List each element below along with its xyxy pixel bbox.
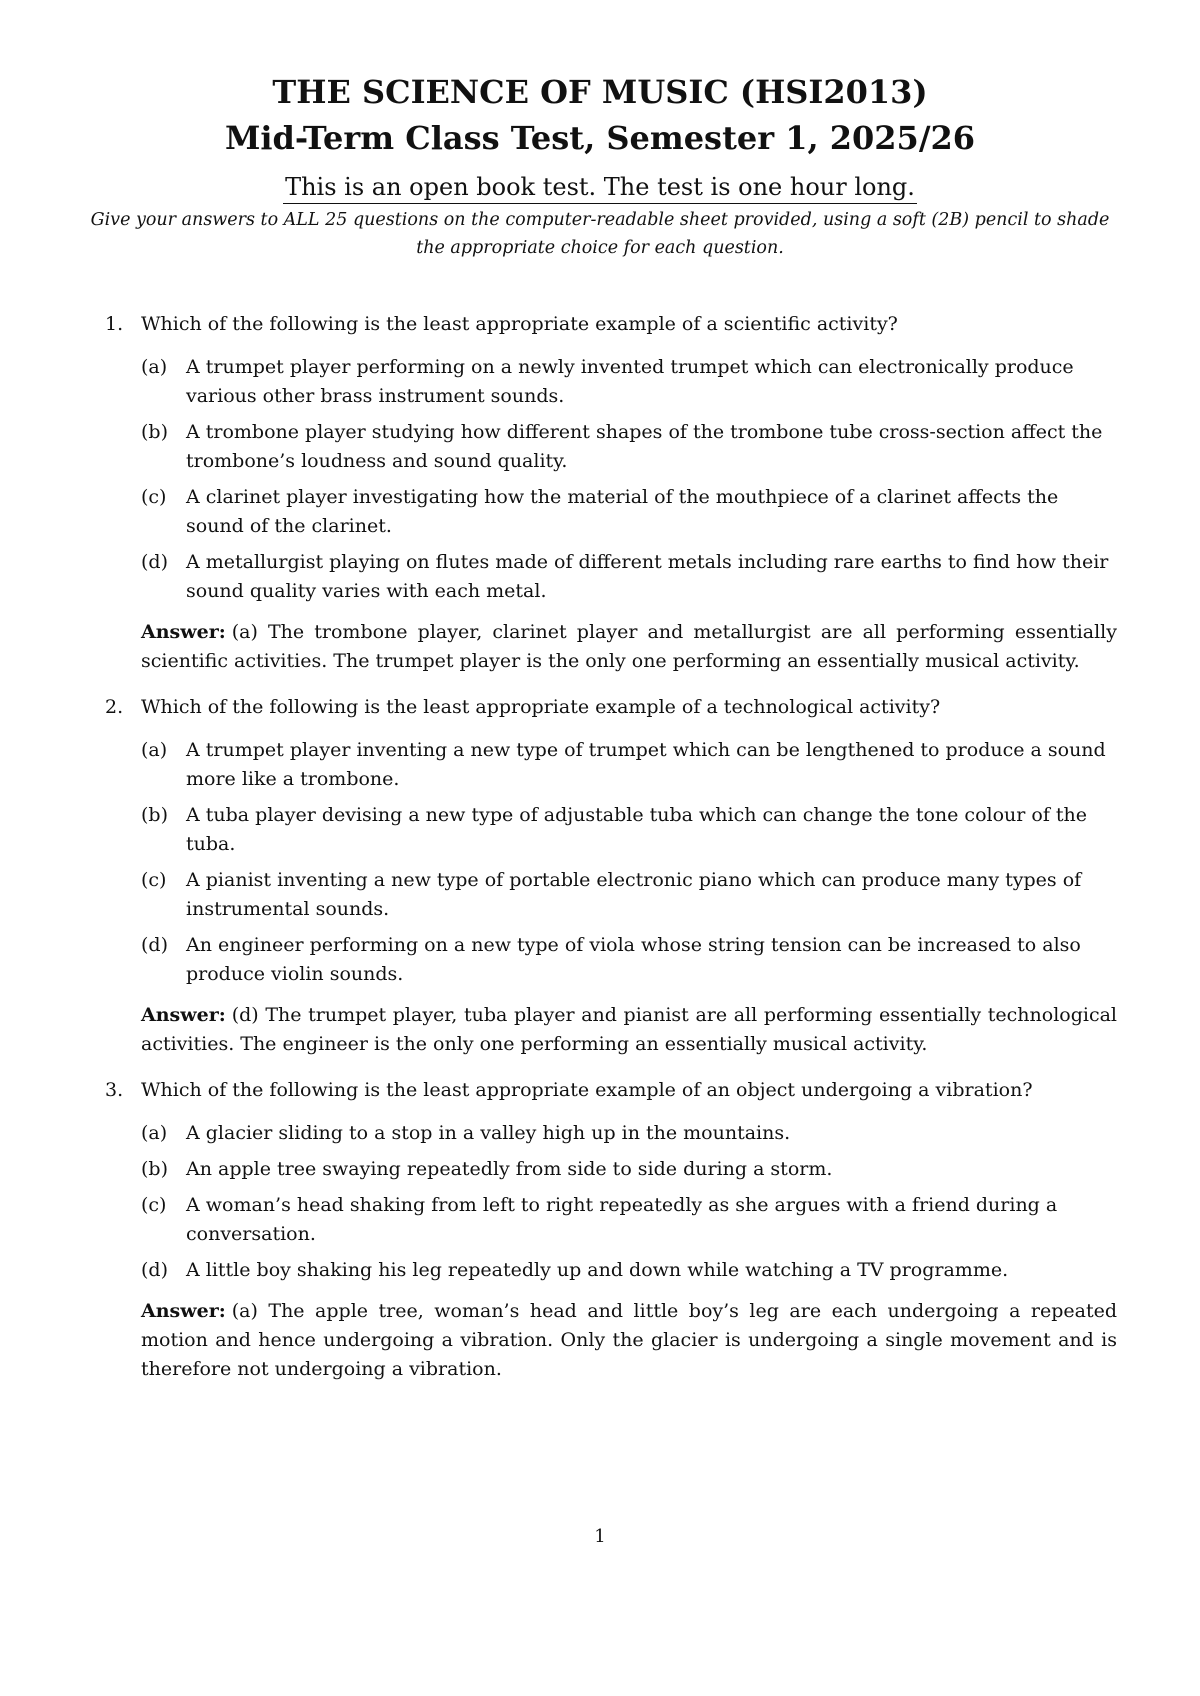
option-label: (a)	[141, 356, 168, 378]
question-number: 1.	[105, 313, 124, 335]
option-text: A pianist inventing a new type of portable electronic piano which can produce many types of instrumental sounds.	[186, 869, 1082, 920]
option-label: (d)	[141, 551, 168, 573]
option-label: (c)	[141, 486, 167, 508]
question-item	[105, 310, 1117, 676]
answer-text: (a) The apple tree, woman’s head and little boy’s leg are each undergoing a repeated motion and hence undergoing a vibration. Only the glacier is undergoing a single movement and is therefore not undergoing a vibration.	[141, 1300, 1117, 1380]
option-text: An apple tree swaying repeatedly from side to side during a storm.	[186, 1158, 833, 1180]
document-subtitle: Mid-Term Class Test, Semester 1, 2025/26	[224, 119, 976, 157]
answer-option	[141, 1256, 1117, 1285]
option-text: A glacier sliding to a stop in a valley high up in the mountains.	[186, 1122, 791, 1144]
answer-option	[141, 353, 1117, 411]
answer-option	[141, 418, 1117, 476]
answer-option	[141, 1155, 1117, 1184]
option-text: A trumpet player inventing a new type of trumpet which can be lengthened to produce a sound more like a trombone.	[186, 739, 1106, 790]
option-text: A woman’s head shaking from left to right repeatedly as she argues with a friend during a conversation.	[186, 1194, 1058, 1245]
question-list	[105, 310, 1117, 1401]
option-label: (b)	[141, 804, 168, 826]
intro-text: This is an open book test. The test is one hour long.	[283, 172, 917, 204]
option-list	[141, 353, 1117, 606]
option-label: (a)	[141, 1122, 168, 1144]
intro-line	[0, 172, 1200, 204]
option-label: (b)	[141, 421, 168, 443]
option-label: (d)	[141, 934, 168, 956]
option-list	[141, 736, 1117, 989]
answer-option	[141, 866, 1117, 924]
answer-label: Answer:	[141, 1004, 226, 1026]
option-text: A tuba player devising a new type of adjustable tuba which can change the tone colour of the tuba.	[186, 804, 1088, 855]
option-text: A trumpet player performing on a newly invented trumpet which can electronically produce various other brass instrument sounds.	[186, 356, 1074, 407]
option-list	[141, 1119, 1117, 1285]
answer-explanation	[141, 1001, 1117, 1059]
option-label: (b)	[141, 1158, 168, 1180]
question-number: 2.	[105, 696, 124, 718]
question-item	[105, 693, 1117, 1059]
option-text: An engineer performing on a new type of viola whose string tension can be increased to also produce violin sounds.	[186, 934, 1081, 985]
answer-text: (d) The trumpet player, tuba player and pianist are all performing essentially technological activities. The engineer is the only one performing an essentially musical activity.	[141, 1004, 1117, 1055]
option-label: (c)	[141, 869, 167, 891]
answer-option	[141, 931, 1117, 989]
question-stem: Which of the following is the least appropriate example of an object undergoing a vibration?	[141, 1079, 1033, 1101]
answer-label: Answer:	[141, 1300, 226, 1322]
answer-option	[141, 736, 1117, 794]
answer-option	[141, 483, 1117, 541]
option-text: A little boy shaking his leg repeatedly up and down while watching a TV programme.	[186, 1259, 1009, 1281]
question-number: 3.	[105, 1079, 124, 1101]
question-item	[105, 1076, 1117, 1384]
answer-explanation	[141, 1297, 1117, 1384]
answer-option	[141, 548, 1117, 606]
answer-explanation	[141, 618, 1117, 676]
option-text: A clarinet player investigating how the material of the mouthpiece of a clarinet affects the sound of the clarinet.	[186, 486, 1059, 537]
option-label: (c)	[141, 1194, 167, 1216]
answer-option	[141, 1119, 1117, 1148]
question-stem: Which of the following is the least appropriate example of a scientific activity?	[141, 313, 898, 335]
option-text: A trombone player studying how different shapes of the trombone tube cross-section affect the trombone’s loudness and sound quality.	[186, 421, 1103, 472]
answer-option	[141, 801, 1117, 859]
document-title: THE SCIENCE OF MUSIC (HSI2013)	[272, 73, 928, 111]
page-number: 1	[594, 1526, 606, 1547]
instructions: Give your answers to ALL 25 questions on the computer-readable sheet provided, using a soft (2B) pencil to shade the appropriate choice for each question.	[90, 210, 1110, 258]
option-label: (d)	[141, 1259, 168, 1281]
option-text: A metallurgist playing on flutes made of different metals including rare earths to find how their sound quality varies with each metal.	[186, 551, 1109, 602]
answer-option	[141, 1191, 1117, 1249]
answer-text: (a) The trombone player, clarinet player and metallurgist are all performing essentially scientific activities. The trumpet player is the only one performing an essentially musical activity.	[141, 621, 1117, 672]
option-label: (a)	[141, 739, 168, 761]
answer-label: Answer:	[141, 621, 226, 643]
question-stem: Which of the following is the least appropriate example of a technological activity?	[141, 696, 941, 718]
